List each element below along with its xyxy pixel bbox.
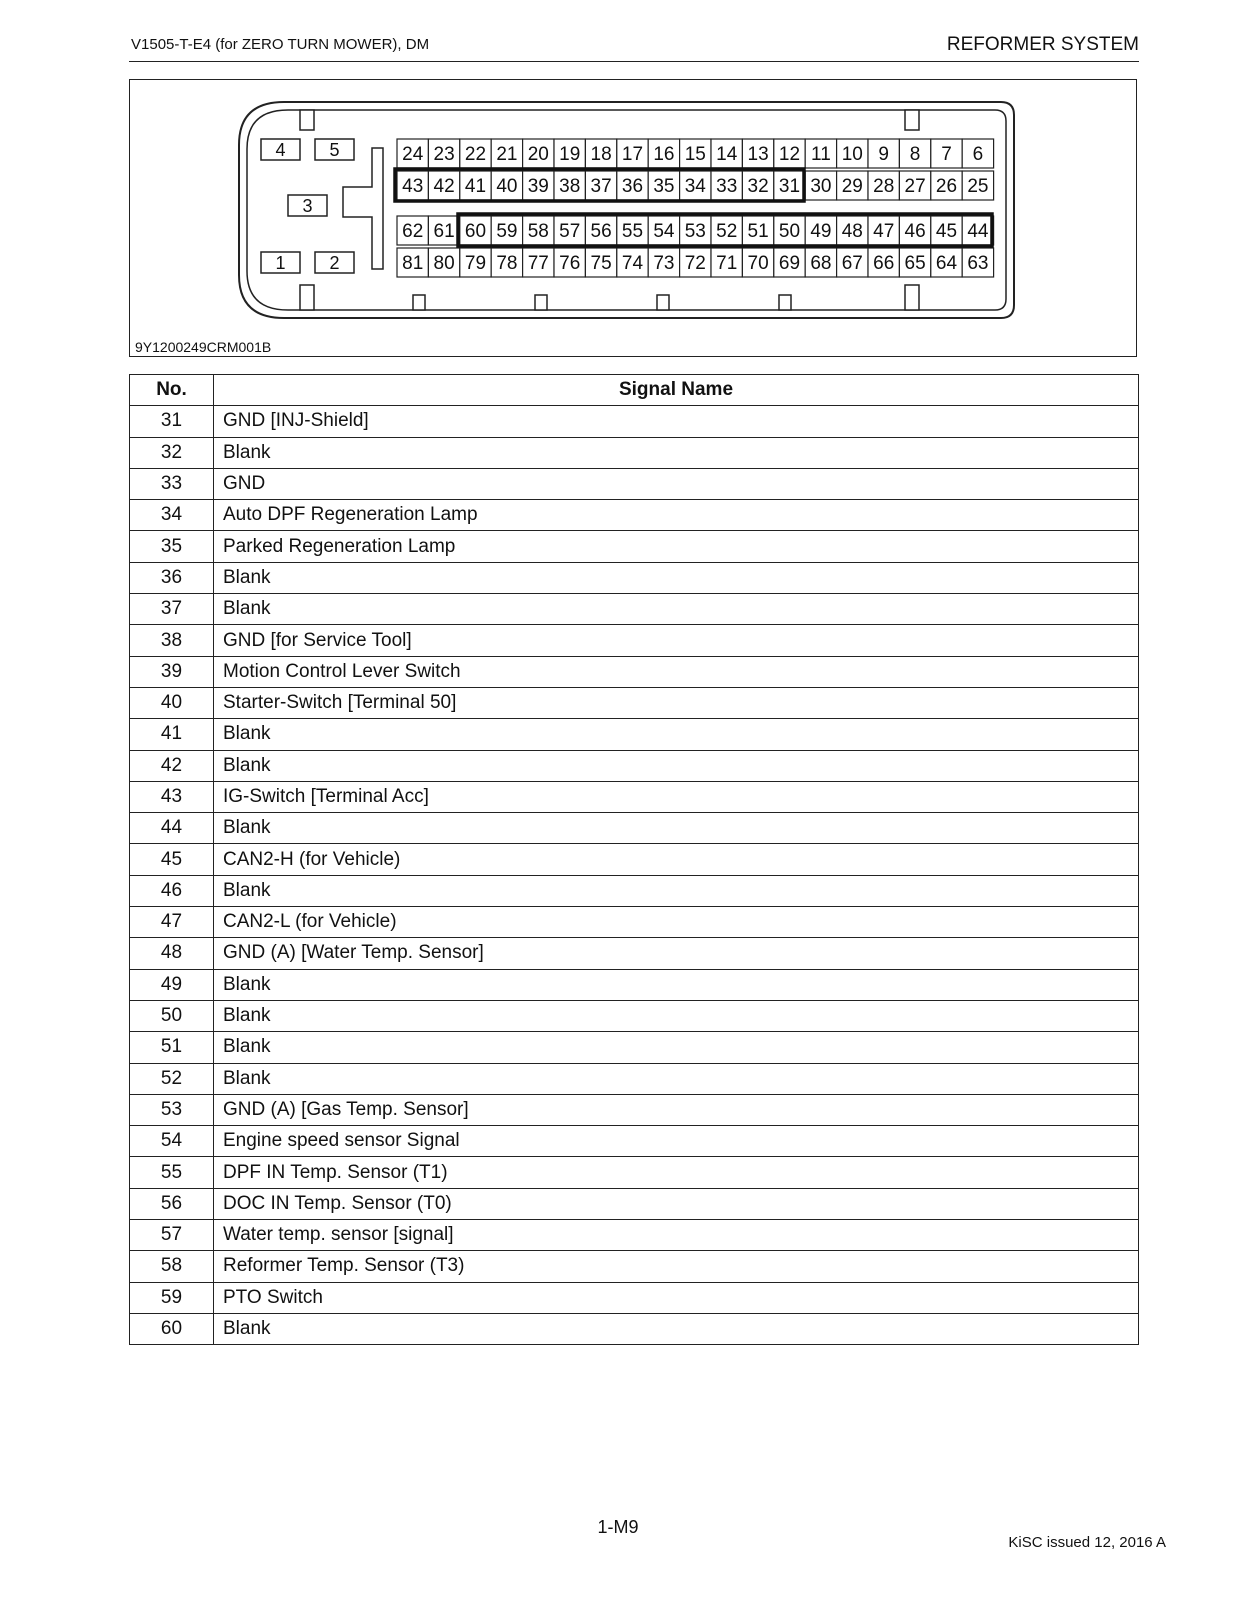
- connector-pin-78: [491, 248, 522, 277]
- svg-text:12: 12: [778, 144, 801, 165]
- table-row: [130, 813, 1139, 844]
- svg-text:2: 2: [329, 253, 340, 273]
- connector-pin-67: [837, 248, 868, 277]
- table-row: [130, 531, 1139, 562]
- connector-pin-79: [460, 248, 491, 277]
- connector-pin-58: [523, 216, 554, 245]
- table-row: [130, 1282, 1139, 1313]
- connector-pin-11: [805, 139, 836, 168]
- pin-number-cell: 46: [130, 875, 214, 906]
- connector-pin-34: [680, 171, 711, 200]
- svg-text:20: 20: [527, 144, 549, 165]
- table-row: [130, 656, 1139, 687]
- table-row: [130, 406, 1139, 437]
- connector-pin-21: [491, 139, 522, 168]
- table-row: [130, 875, 1139, 906]
- svg-text:16: 16: [653, 144, 675, 165]
- connector-pin-31: [774, 171, 805, 200]
- signal-name-cell: GND: [214, 468, 1139, 499]
- svg-text:6: 6: [972, 144, 984, 165]
- connector-pin-61: [428, 216, 459, 245]
- svg-text:4: 4: [275, 140, 286, 160]
- svg-text:70: 70: [747, 253, 769, 274]
- table-row: [130, 500, 1139, 531]
- svg-text:18: 18: [590, 144, 612, 165]
- svg-text:55: 55: [621, 221, 644, 242]
- svg-text:76: 76: [559, 253, 581, 274]
- svg-text:79: 79: [464, 253, 487, 274]
- signal-name-cell: GND [for Service Tool]: [214, 625, 1139, 656]
- svg-text:10: 10: [841, 144, 863, 165]
- signal-name-cell: Starter-Switch [Terminal 50]: [214, 687, 1139, 718]
- svg-text:35: 35: [653, 176, 675, 197]
- svg-text:8: 8: [909, 144, 921, 165]
- pin-number-cell: 34: [130, 500, 214, 531]
- svg-text:11: 11: [811, 144, 831, 165]
- connector-pin-71: [711, 248, 742, 277]
- svg-text:62: 62: [402, 221, 424, 242]
- connector-pin-15: [680, 139, 711, 168]
- connector-pin-51: [742, 216, 773, 245]
- column-header-signal: Signal Name: [214, 375, 1139, 406]
- figure-id: 9Y1200249CRM001B: [135, 339, 272, 355]
- connector-pin-75: [585, 248, 616, 277]
- signal-name-cell: DPF IN Temp. Sensor (T1): [214, 1157, 1139, 1188]
- connector-pin-62: [397, 216, 428, 245]
- connector-pin-45: [931, 216, 962, 245]
- connector-pin-6: [962, 139, 993, 168]
- connector-pin-77: [523, 248, 554, 277]
- small-pin-3: [288, 195, 327, 216]
- table-row: [130, 468, 1139, 499]
- connector-pin-29: [837, 171, 868, 200]
- pin-number-cell: 32: [130, 437, 214, 468]
- connector-pin-39: [523, 171, 554, 200]
- svg-text:22: 22: [464, 144, 487, 165]
- svg-text:24: 24: [402, 144, 424, 165]
- svg-text:74: 74: [621, 253, 644, 274]
- signal-name-cell: CAN2-L (for Vehicle): [214, 907, 1139, 938]
- connector-pin-30: [805, 171, 836, 200]
- svg-text:42: 42: [433, 176, 455, 197]
- svg-text:17: 17: [621, 144, 644, 165]
- pin-number-cell: 47: [130, 907, 214, 938]
- issue-note: KiSC issued 12, 2016 A: [1008, 1534, 1166, 1551]
- pin-number-cell: 42: [130, 750, 214, 781]
- connector-pin-66: [868, 248, 899, 277]
- table-row: [130, 1063, 1139, 1094]
- table-row: [130, 594, 1139, 625]
- svg-text:25: 25: [967, 176, 989, 197]
- connector-pin-42: [428, 171, 459, 200]
- svg-text:60: 60: [464, 221, 487, 242]
- table-row: [130, 750, 1139, 781]
- pin-number-cell: 41: [130, 719, 214, 750]
- connector-pin-32: [742, 171, 773, 200]
- table-row: [130, 1126, 1139, 1157]
- svg-text:69: 69: [778, 253, 801, 274]
- connector-pin-24: [397, 139, 428, 168]
- connector-pin-19: [554, 139, 585, 168]
- header-rule: [129, 61, 1139, 62]
- pin-number-cell: 33: [130, 468, 214, 499]
- table-row: [130, 687, 1139, 718]
- connector-pin-26: [931, 171, 962, 200]
- svg-text:27: 27: [904, 176, 926, 197]
- pin-number-cell: 49: [130, 969, 214, 1000]
- pin-number-cell: 37: [130, 594, 214, 625]
- pin-number-cell: 58: [130, 1251, 214, 1282]
- pin-number-cell: 50: [130, 1000, 214, 1031]
- svg-text:44: 44: [967, 221, 989, 242]
- signal-name-cell: Blank: [214, 437, 1139, 468]
- svg-text:50: 50: [778, 221, 801, 242]
- pin-number-cell: 57: [130, 1220, 214, 1251]
- connector-pin-57: [554, 216, 585, 245]
- table-row: [130, 625, 1139, 656]
- signal-name-cell: Blank: [214, 875, 1139, 906]
- svg-text:52: 52: [716, 221, 738, 242]
- table-row: [130, 1251, 1139, 1282]
- svg-text:32: 32: [747, 176, 769, 197]
- section-title: REFORMER SYSTEM: [946, 34, 1139, 55]
- signal-name-cell: PTO Switch: [214, 1282, 1139, 1313]
- connector-pin-35: [648, 171, 679, 200]
- svg-text:34: 34: [684, 176, 706, 197]
- svg-text:56: 56: [590, 221, 612, 242]
- connector-pin-37: [585, 171, 616, 200]
- signal-name-cell: Engine speed sensor Signal: [214, 1126, 1139, 1157]
- connector-pin-22: [460, 139, 491, 168]
- small-pin-4: [261, 139, 300, 160]
- connector-pin-28: [868, 171, 899, 200]
- pin-number-cell: 60: [130, 1313, 214, 1344]
- connector-pin-68: [805, 248, 836, 277]
- connector-pin-41: [460, 171, 491, 200]
- connector-pin-70: [742, 248, 773, 277]
- svg-text:3: 3: [302, 196, 313, 216]
- svg-text:58: 58: [527, 221, 549, 242]
- connector-pin-46: [899, 216, 930, 245]
- svg-text:45: 45: [935, 221, 958, 242]
- table-row: [130, 938, 1139, 969]
- connector-pin-69: [774, 248, 805, 277]
- table-row: [130, 1220, 1139, 1251]
- connector-pin-59: [491, 216, 522, 245]
- connector-pin-44: [962, 216, 993, 245]
- svg-text:47: 47: [873, 221, 895, 242]
- pin-number-cell: 39: [130, 656, 214, 687]
- svg-text:63: 63: [967, 253, 989, 274]
- connector-figure: [129, 79, 1137, 357]
- signal-name-cell: Blank: [214, 813, 1139, 844]
- signal-name-cell: Blank: [214, 750, 1139, 781]
- connector-pin-10: [837, 139, 868, 168]
- signal-name-cell: Motion Control Lever Switch: [214, 656, 1139, 687]
- pin-number-cell: 53: [130, 1094, 214, 1125]
- pin-number-cell: 44: [130, 813, 214, 844]
- svg-text:75: 75: [590, 253, 612, 274]
- signal-name-cell: GND [INJ-Shield]: [214, 406, 1139, 437]
- table-row: [130, 437, 1139, 468]
- svg-text:9: 9: [878, 144, 889, 165]
- table-row: [130, 844, 1139, 875]
- connector-pin-9: [868, 139, 899, 168]
- svg-text:40: 40: [496, 176, 518, 197]
- svg-text:73: 73: [653, 253, 675, 274]
- svg-text:46: 46: [904, 221, 926, 242]
- signal-name-cell: DOC IN Temp. Sensor (T0): [214, 1188, 1139, 1219]
- pin-number-cell: 55: [130, 1157, 214, 1188]
- svg-text:59: 59: [496, 221, 518, 242]
- connector-pin-54: [648, 216, 679, 245]
- table-row: [130, 1313, 1139, 1344]
- pin-number-cell: 40: [130, 687, 214, 718]
- svg-text:21: 21: [496, 144, 518, 165]
- connector-pin-52: [711, 216, 742, 245]
- connector-pin-38: [554, 171, 585, 200]
- svg-text:48: 48: [841, 221, 863, 242]
- connector-pin-12: [774, 139, 805, 168]
- table-row: [130, 1157, 1139, 1188]
- svg-text:30: 30: [810, 176, 832, 197]
- connector-pin-40: [491, 171, 522, 200]
- svg-text:26: 26: [935, 176, 958, 197]
- table-header-row: [130, 375, 1139, 406]
- signal-name-cell: Blank: [214, 562, 1139, 593]
- column-header-no: No.: [130, 375, 214, 406]
- table-row: [130, 719, 1139, 750]
- connector-pin-81: [397, 248, 428, 277]
- small-pin-5: [315, 139, 354, 160]
- connector-pin-63: [962, 248, 993, 277]
- pin-number-cell: 36: [130, 562, 214, 593]
- svg-text:38: 38: [559, 176, 581, 197]
- signal-name-cell: Blank: [214, 594, 1139, 625]
- document-model-title: V1505-T-E4 (for ZERO TURN MOWER), DM: [131, 36, 430, 53]
- svg-text:15: 15: [684, 144, 706, 165]
- svg-text:31: 31: [778, 176, 801, 197]
- signal-name-cell: Water temp. sensor [signal]: [214, 1220, 1139, 1251]
- pin-number-cell: 51: [130, 1032, 214, 1063]
- pin-number-cell: 59: [130, 1282, 214, 1313]
- connector-pin-74: [617, 248, 648, 277]
- signal-name-cell: Parked Regeneration Lamp: [214, 531, 1139, 562]
- connector-pin-64: [931, 248, 962, 277]
- table-row: [130, 781, 1139, 812]
- signal-name-cell: Reformer Temp. Sensor (T3): [214, 1251, 1139, 1282]
- connector-pin-7: [931, 139, 962, 168]
- connector-pin-18: [585, 139, 616, 168]
- signal-name-cell: Blank: [214, 719, 1139, 750]
- connector-pin-23: [428, 139, 459, 168]
- svg-text:41: 41: [464, 176, 487, 197]
- table-row: [130, 1032, 1139, 1063]
- pin-number-cell: 54: [130, 1126, 214, 1157]
- connector-pin-43: [397, 171, 428, 200]
- small-pin-2: [315, 252, 354, 273]
- connector-pinout-diagram: [236, 99, 1016, 321]
- table-row: [130, 969, 1139, 1000]
- svg-text:80: 80: [433, 253, 455, 274]
- signal-name-cell: GND (A) [Water Temp. Sensor]: [214, 938, 1139, 969]
- pin-number-cell: 43: [130, 781, 214, 812]
- svg-text:29: 29: [841, 176, 863, 197]
- pin-number-cell: 56: [130, 1188, 214, 1219]
- svg-text:57: 57: [559, 221, 581, 242]
- connector-pin-20: [523, 139, 554, 168]
- svg-text:78: 78: [496, 253, 518, 274]
- svg-text:66: 66: [873, 253, 895, 274]
- signal-name-cell: Blank: [214, 969, 1139, 1000]
- connector-pin-80: [428, 248, 459, 277]
- connector-pin-72: [680, 248, 711, 277]
- pin-number-cell: 45: [130, 844, 214, 875]
- connector-pin-14: [711, 139, 742, 168]
- connector-pin-33: [711, 171, 742, 200]
- small-pin-1: [261, 252, 300, 273]
- signal-name-cell: IG-Switch [Terminal Acc]: [214, 781, 1139, 812]
- svg-text:28: 28: [873, 176, 895, 197]
- signal-table: [129, 374, 1139, 1345]
- connector-pin-65: [899, 248, 930, 277]
- svg-text:67: 67: [841, 253, 863, 274]
- pin-number-cell: 35: [130, 531, 214, 562]
- svg-text:77: 77: [527, 253, 549, 274]
- pin-number-cell: 48: [130, 938, 214, 969]
- connector-pin-16: [648, 139, 679, 168]
- connector-pin-47: [868, 216, 899, 245]
- table-row: [130, 1094, 1139, 1125]
- pin-number-cell: 52: [130, 1063, 214, 1094]
- table-row: [130, 1188, 1139, 1219]
- signal-name-cell: Auto DPF Regeneration Lamp: [214, 500, 1139, 531]
- connector-pin-50: [774, 216, 805, 245]
- connector-pin-27: [899, 171, 930, 200]
- svg-text:13: 13: [747, 144, 769, 165]
- connector-pin-8: [899, 139, 930, 168]
- table-row: [130, 1000, 1139, 1031]
- svg-text:65: 65: [904, 253, 926, 274]
- signal-name-cell: Blank: [214, 1032, 1139, 1063]
- signal-name-cell: Blank: [214, 1063, 1139, 1094]
- svg-text:14: 14: [716, 144, 738, 165]
- pin-number-cell: 31: [130, 406, 214, 437]
- connector-pin-48: [837, 216, 868, 245]
- signal-name-cell: Blank: [214, 1313, 1139, 1344]
- svg-text:81: 81: [402, 253, 424, 274]
- connector-pin-60: [460, 216, 491, 245]
- signal-name-cell: Blank: [214, 1000, 1139, 1031]
- connector-pin-56: [585, 216, 616, 245]
- page-number: 1-M9: [597, 1517, 639, 1537]
- signal-name-cell: CAN2-H (for Vehicle): [214, 844, 1139, 875]
- svg-text:72: 72: [684, 253, 706, 274]
- svg-text:51: 51: [747, 221, 769, 242]
- svg-text:53: 53: [684, 221, 706, 242]
- svg-text:36: 36: [621, 176, 644, 197]
- svg-text:23: 23: [433, 144, 455, 165]
- svg-text:1: 1: [275, 253, 286, 273]
- connector-pin-73: [648, 248, 679, 277]
- svg-text:33: 33: [716, 176, 738, 197]
- svg-text:54: 54: [653, 221, 675, 242]
- connector-pin-17: [617, 139, 648, 168]
- signal-name-cell: GND (A) [Gas Temp. Sensor]: [214, 1094, 1139, 1125]
- connector-pin-49: [805, 216, 836, 245]
- svg-text:61: 61: [433, 221, 455, 242]
- table-row: [130, 907, 1139, 938]
- svg-text:39: 39: [527, 176, 549, 197]
- connector-pin-36: [617, 171, 648, 200]
- connector-pin-13: [742, 139, 773, 168]
- connector-pin-76: [554, 248, 585, 277]
- svg-text:64: 64: [935, 253, 958, 274]
- connector-pin-25: [962, 171, 993, 200]
- svg-text:68: 68: [810, 253, 832, 274]
- table-row: [130, 562, 1139, 593]
- connector-pin-55: [617, 216, 648, 245]
- svg-text:7: 7: [941, 144, 952, 165]
- svg-text:71: 71: [716, 253, 738, 274]
- svg-text:5: 5: [329, 140, 340, 160]
- svg-text:37: 37: [590, 176, 612, 197]
- connector-pin-53: [680, 216, 711, 245]
- pin-number-cell: 38: [130, 625, 214, 656]
- svg-text:19: 19: [559, 144, 581, 165]
- svg-text:49: 49: [810, 221, 832, 242]
- svg-text:43: 43: [402, 176, 424, 197]
